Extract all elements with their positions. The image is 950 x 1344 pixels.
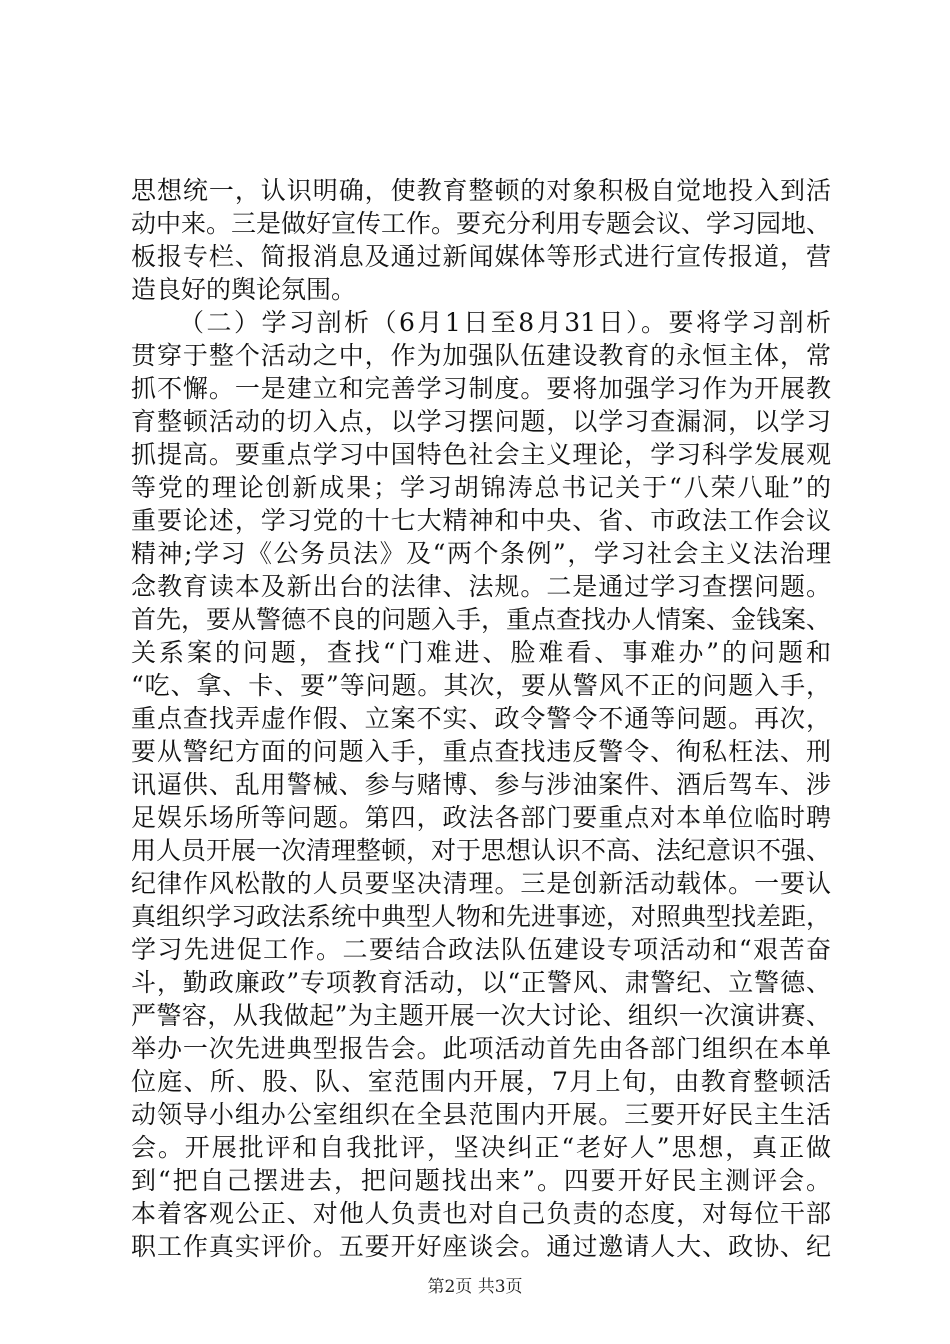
page-footer: 第2页 共3页 <box>427 1277 523 1297</box>
text-line: 重点查找弄虚作假、立案不实、政令警令不通等问题。再次， <box>131 704 831 733</box>
text-line: 贯穿于整个活动之中，作为加强队伍建设教育的永恒主体，常 <box>131 341 831 370</box>
text-line: 等党的理论创新成果；学习胡锦涛总书记关于“八荣八耻”的 <box>131 473 831 502</box>
text-line: 育整顿活动的切入点，以学习摆问题，以学习查漏洞，以学习 <box>131 407 831 436</box>
text-line: 学习先进促工作。二要结合政法队伍建设专项活动和“艰苦奋 <box>131 935 831 964</box>
text-line: 抓提高。要重点学习中国特色社会主义理论，学习科学发展观 <box>131 440 831 469</box>
text-line: 重要论述，学习党的十七大精神和中央、省、市政法工作会议 <box>131 506 831 535</box>
text-line: 板报专栏、简报消息及通过新闻媒体等形式进行宣传报道，营 <box>131 242 831 271</box>
paragraph-start-line: （二）学习剖析（6月1日至8月31日）。要将学习剖析 <box>179 308 831 337</box>
text-line: 要从警纪方面的问题入手，重点查找违反警令、徇私枉法、刑 <box>131 737 831 766</box>
text-line: 真组织学习政法系统中典型人物和先进事迹，对照典型找差距， <box>131 902 832 931</box>
text-line: 举办一次先进典型报告会。此项活动首先由各部门组织在本单 <box>131 1034 831 1063</box>
text-line: 会。开展批评和自我批评，坚决纠正“老好人”思想，真正做 <box>131 1133 831 1162</box>
text-line: 动中来。三是做好宣传工作。要充分利用专题会议、学习园地、 <box>131 209 832 238</box>
text-line: 抓不懈。一是建立和完善学习制度。要将加强学习作为开展教 <box>131 374 831 403</box>
text-line: 足娱乐场所等问题。第四，政法各部门要重点对本单位临时聘 <box>131 803 831 832</box>
text-line: 造良好的舆论氛围。 <box>131 275 357 304</box>
text-line: 精神;学习《公务员法》及“两个条例”，学习社会主义法治理 <box>131 539 831 568</box>
text-line: “吃、拿、卡、要”等问题。其次，要从警风不正的问题入手， <box>131 671 831 700</box>
text-line: 严警容，从我做起”为主题开展一次大讨论、组织一次演讲赛、 <box>131 1001 831 1030</box>
document-body <box>131 174 831 1263</box>
text-line: 本着客观公正、对他人负责也对自己负责的态度，对每位干部 <box>131 1199 831 1228</box>
text-line: 职工作真实评价。五要开好座谈会。通过邀请人大、政协、纪 <box>131 1232 831 1261</box>
text-line: 念教育读本及新出台的法律、法规。二是通过学习查摆问题。 <box>131 572 831 601</box>
text-line: 动领导小组办公室组织在全县范围内开展。三要开好民主生活 <box>131 1100 831 1129</box>
text-line: 关系案的问题，查找“门难进、脸难看、事难办”的问题和 <box>131 638 831 667</box>
text-line: 讯逼供、乱用警械、参与赌博、参与涉油案件、酒后驾车、涉 <box>131 770 831 799</box>
text-line: 位庭、所、股、队、室范围内开展，7月上旬，由教育整顿活 <box>131 1067 831 1096</box>
text-line: 思想统一，认识明确，使教育整顿的对象积极自觉地投入到活 <box>131 176 831 205</box>
text-line: 纪律作风松散的人员要坚决清理。三是创新活动载体。一要认 <box>131 869 831 898</box>
text-line: 到“把自己摆进去，把问题找出来”。四要开好民主测评会。 <box>131 1166 831 1195</box>
text-line: 用人员开展一次清理整顿，对于思想认识不高、法纪意识不强、 <box>131 836 832 865</box>
text-line: 斗，勤政廉政”专项教育活动，以“正警风、肃警纪、立警德、 <box>131 968 831 997</box>
text-line: 首先，要从警德不良的问题入手，重点查找办人情案、金钱案、 <box>131 605 832 634</box>
